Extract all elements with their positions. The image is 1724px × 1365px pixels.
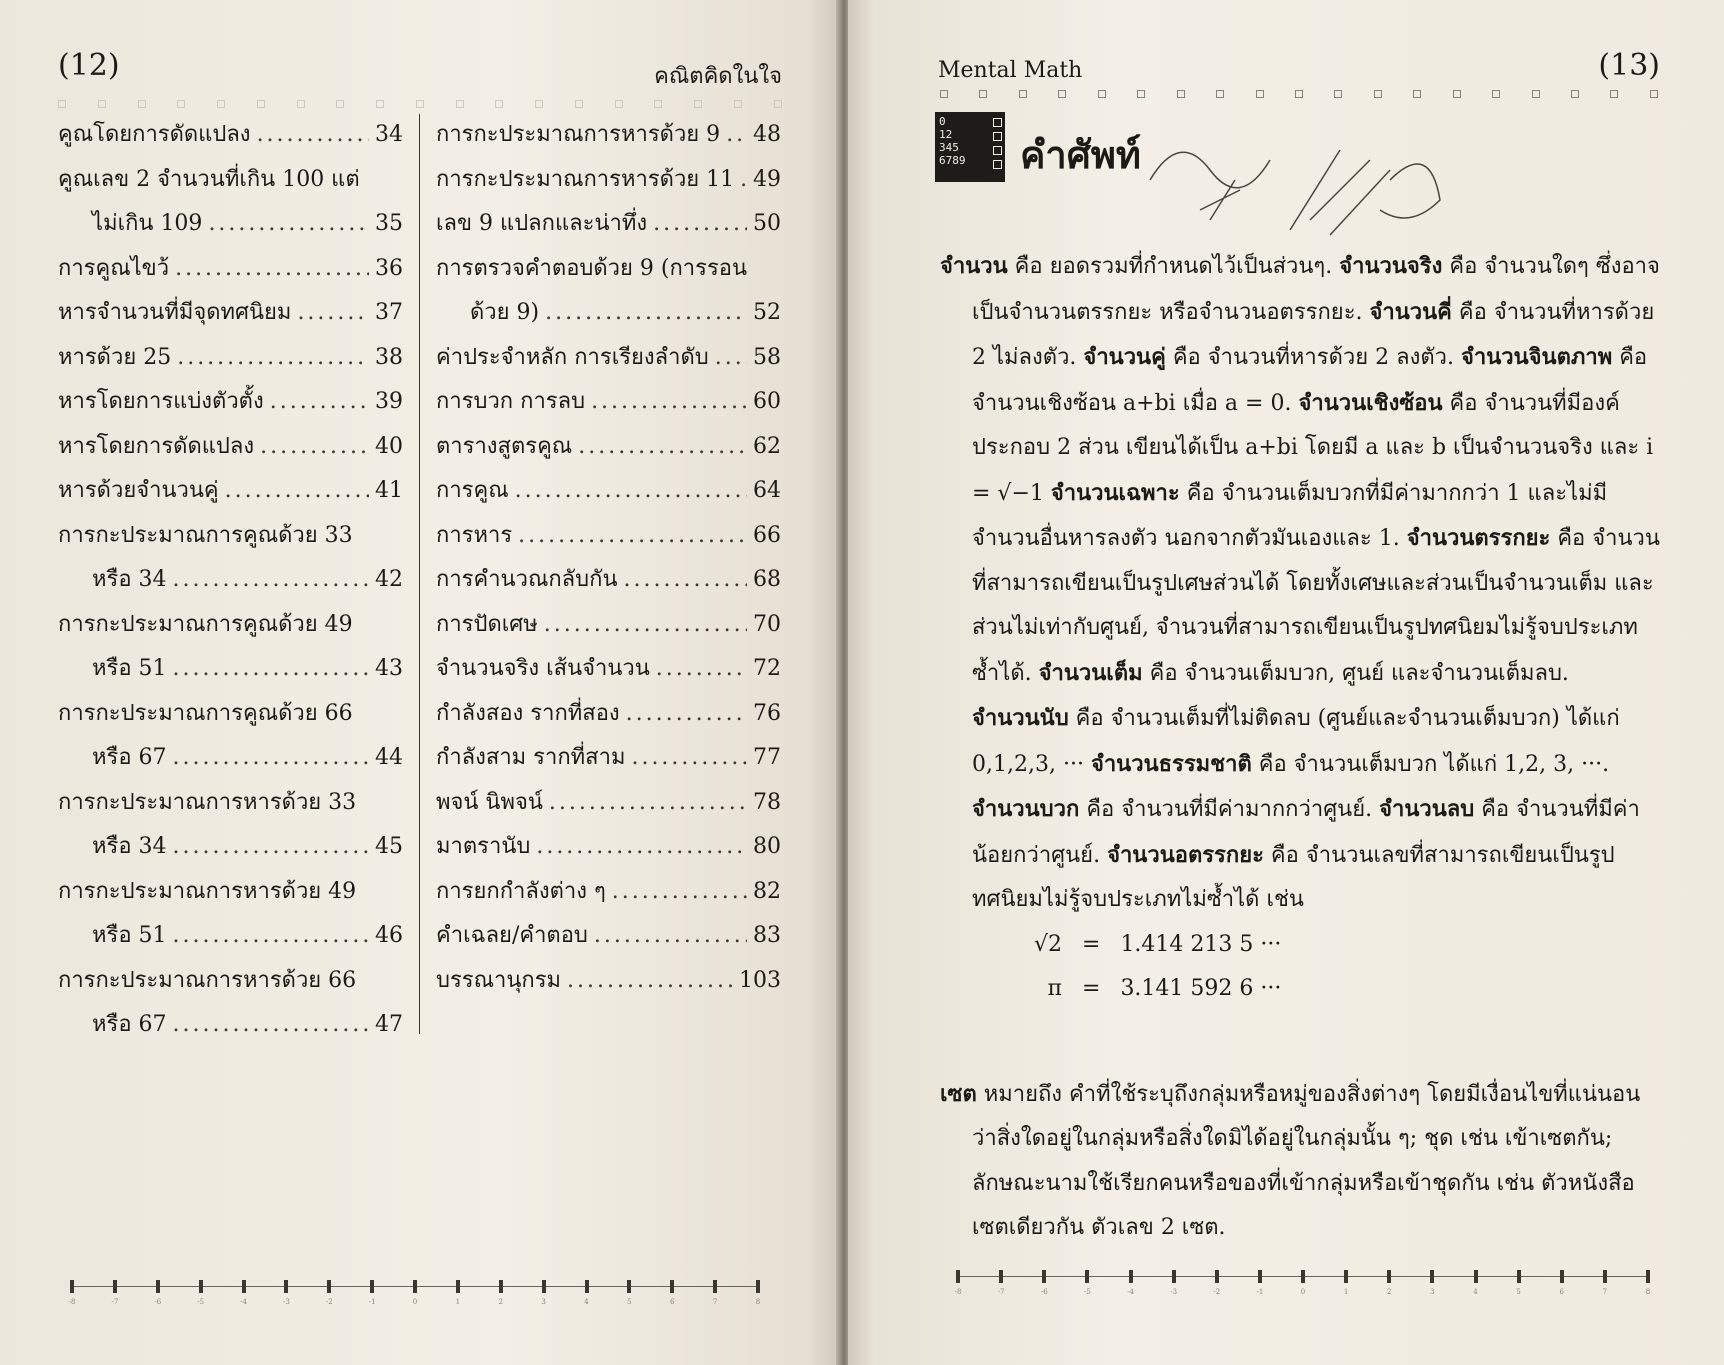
toc-dot-leader	[257, 122, 369, 147]
number-line-label: 5	[1516, 1288, 1521, 1296]
toc-entry	[436, 517, 781, 562]
toc-entry-title: ด้วย 9)	[470, 300, 540, 325]
toc-entry	[436, 650, 781, 695]
number-line-tick	[1517, 1270, 1521, 1283]
rule-dot	[98, 100, 106, 108]
toc-entry	[436, 383, 781, 428]
equation-sqrt2: √2 = 1.414 213 5 ···	[1033, 931, 1282, 957]
number-line-tick	[756, 1280, 760, 1293]
toc-entry	[58, 828, 403, 873]
number-line-tick	[1344, 1270, 1348, 1283]
toc-entry	[436, 828, 781, 873]
number-line-tick	[370, 1280, 374, 1293]
toc-dot-leader	[726, 122, 747, 147]
number-line-tick	[1646, 1270, 1650, 1283]
toc-dot-leader	[177, 345, 369, 370]
toc-dot-leader	[545, 300, 747, 325]
toc-entry	[58, 784, 403, 829]
toc-entry-page: 49	[753, 166, 781, 192]
toc-entry	[58, 472, 403, 517]
toc-entry	[58, 695, 403, 740]
number-line-tick	[1172, 1270, 1176, 1283]
rule-dot	[1295, 90, 1303, 98]
toc-entry-page: 78	[753, 789, 781, 815]
section-numbers-icon: 0 12 345 6789	[935, 112, 1005, 182]
toc-entry	[436, 250, 781, 295]
number-line-tick	[1129, 1270, 1133, 1283]
toc-dot-leader	[536, 834, 747, 859]
toc-entry-title: ตารางสูตรคูณ	[436, 433, 573, 459]
number-line-tick	[242, 1280, 246, 1293]
number-line-label: -5	[197, 1298, 205, 1306]
toc-entry-title: การกะประมาณการคูณด้วย 49	[58, 611, 353, 637]
toc-entry-title: การตรวจคำตอบด้วย 9 (การรอน	[436, 255, 748, 281]
toc-entry-title: หารโดยการดัดแปลง	[58, 433, 255, 459]
number-line-label: -8	[68, 1298, 76, 1306]
toc-entry-page: 77	[753, 745, 781, 770]
toc-entry	[436, 695, 781, 740]
toc-entry-title: การปัดเศษ	[436, 611, 538, 637]
toc-dot-leader	[173, 1012, 369, 1037]
toc-entry-title: คูณโดยการดัดแปลง	[58, 122, 251, 147]
toc-entry	[58, 873, 403, 918]
toc-dot-leader	[612, 879, 747, 904]
toc-entry	[436, 472, 781, 517]
toc-entry-page: 46	[375, 923, 403, 948]
rule-dot	[376, 100, 384, 108]
toc-column-divider	[419, 114, 420, 1034]
number-line-tick	[713, 1280, 717, 1293]
toc-dot-leader	[715, 345, 747, 370]
toc-dot-leader	[653, 211, 747, 236]
number-line-label: 1	[1343, 1288, 1349, 1296]
number-line-label: 7	[1602, 1288, 1608, 1296]
number-line-tick	[1215, 1270, 1219, 1283]
toc-entry	[436, 116, 781, 161]
toc-entry	[58, 1006, 403, 1051]
toc-entry-page: 45	[375, 834, 403, 859]
toc-entry-page: 58	[753, 344, 781, 370]
number-line-label: -7	[111, 1298, 119, 1306]
number-line-label: 6	[1559, 1288, 1564, 1296]
number-line-label: -6	[1040, 1288, 1048, 1296]
number-line-label: 0	[412, 1298, 418, 1306]
toc-entry-page: 36	[375, 255, 403, 281]
toc-entry-page: 66	[753, 522, 781, 548]
toc-entry-title: การกะประมาณการคูณด้วย 66	[58, 700, 353, 726]
toc-entry	[436, 606, 781, 651]
toc-dot-leader	[549, 790, 747, 815]
rule-dot	[1413, 90, 1421, 98]
toc-entry-title: ค่าประจำหลัก การเรียงลำดับ	[436, 344, 709, 370]
toc-entry	[436, 962, 781, 1007]
toc-entry-title: การคูณ	[436, 478, 509, 503]
toc-dot-leader	[260, 434, 369, 459]
toc-dot-leader	[297, 300, 369, 325]
toc-dot-leader	[518, 523, 747, 548]
number-line-tick	[1258, 1270, 1262, 1283]
toc-entry-title: คูณเลข 2 จำนวนที่เกิน 100 แต่	[58, 166, 360, 192]
toc-entry-page: 103	[739, 967, 781, 993]
toc-entry	[58, 739, 403, 784]
toc-entry-title: การกะประมาณการหารด้วย 49	[58, 878, 357, 904]
left-page	[0, 0, 840, 1365]
toc-entry-title: คำเฉลย/คำตอบ	[436, 923, 588, 948]
toc-entry	[58, 294, 403, 339]
rule-dot	[1571, 90, 1579, 98]
toc-entry-title: หรือ 34	[92, 567, 167, 592]
rule-dot	[1374, 90, 1382, 98]
right-dot-rule	[940, 90, 1658, 98]
number-line-tick	[1042, 1270, 1046, 1283]
rule-dot	[1098, 90, 1106, 98]
number-line-tick	[413, 1280, 417, 1293]
toc-entry-page: 80	[753, 834, 781, 859]
toc-entry-page: 47	[375, 1012, 403, 1037]
toc-dot-leader	[656, 656, 747, 681]
toc-entry	[58, 517, 403, 562]
rule-dot	[297, 100, 305, 108]
rule-dot	[615, 100, 623, 108]
number-line-tick	[1560, 1270, 1564, 1283]
toc-entry	[58, 161, 403, 206]
number-line-tick	[1430, 1270, 1434, 1283]
toc-entry-title: หารจำนวนที่มีจุดทศนิยม	[58, 300, 292, 325]
number-line-tick	[1387, 1270, 1391, 1283]
rule-dot	[1532, 90, 1540, 98]
left-number-line	[68, 1278, 761, 1318]
number-line-label: 4	[1473, 1288, 1478, 1296]
toc-dot-leader	[740, 167, 747, 192]
toc-entry	[58, 116, 403, 161]
number-line-label: 0	[1300, 1288, 1306, 1296]
toc-entry	[436, 784, 781, 829]
number-line-label: 7	[712, 1298, 718, 1306]
toc-entry-title: หรือ 67	[92, 745, 167, 770]
rule-dot	[456, 100, 464, 108]
toc-entry-page: 70	[753, 611, 781, 637]
left-dot-rule	[58, 100, 782, 108]
toc-entry-page: 68	[753, 567, 781, 592]
number-line-tick	[585, 1280, 589, 1293]
rule-dot	[1453, 90, 1461, 98]
toc-entry-title: การกะประมาณการหารด้วย 11	[436, 166, 735, 192]
number-line-label: 2	[498, 1298, 503, 1306]
number-line-label: 6	[670, 1298, 675, 1306]
toc-entry-title: เลข 9 แปลกและน่าทึ่ง	[436, 211, 648, 236]
toc-dot-leader	[631, 745, 747, 770]
rule-dot	[1256, 90, 1264, 98]
toc-dot-leader	[544, 612, 747, 637]
toc-dot-leader	[173, 834, 369, 859]
toc-dot-leader	[567, 968, 733, 993]
rule-dot	[774, 100, 782, 108]
toc-entry	[436, 205, 781, 250]
toc-entry-page: 83	[753, 923, 781, 948]
toc-entry-page: 64	[753, 478, 781, 503]
number-line-label: -3	[282, 1298, 290, 1306]
left-running-head: คณิตคิดในใจ	[654, 64, 782, 89]
toc-dot-leader	[173, 656, 369, 681]
number-line-tick	[627, 1280, 631, 1293]
toc-dot-leader	[175, 256, 369, 281]
rule-dot	[979, 90, 987, 98]
toc-entry-title: หรือ 67	[92, 1012, 167, 1037]
toc-dot-leader	[270, 389, 369, 414]
number-line-label: -8	[954, 1288, 962, 1296]
number-line-label: -7	[997, 1288, 1005, 1296]
rule-dot	[1610, 90, 1618, 98]
toc-entry-title: หารด้วย 25	[58, 344, 172, 370]
toc-dot-leader	[225, 478, 369, 503]
toc-dot-leader	[173, 923, 369, 948]
toc-entry	[436, 739, 781, 784]
toc-column-right	[436, 116, 781, 1006]
toc-entry-title: การกะประมาณการคูณด้วย 33	[58, 522, 353, 548]
number-line-label: 1	[455, 1298, 461, 1306]
rule-dot	[416, 100, 424, 108]
number-line-tick	[999, 1270, 1003, 1283]
equation-pi: π = 3.141 592 6 ···	[1047, 976, 1282, 1001]
toc-column-left	[58, 116, 403, 1051]
rule-dot	[336, 100, 344, 108]
rule-dot	[1019, 90, 1027, 98]
toc-entry-title: การคำนวณกลับกัน	[436, 567, 618, 592]
toc-entry-title: การกะประมาณการหารด้วย 33	[58, 789, 357, 815]
toc-entry-title: หรือ 34	[92, 834, 167, 859]
rule-dot	[940, 90, 948, 98]
toc-entry	[58, 561, 403, 606]
rule-dot	[1650, 90, 1658, 98]
toc-entry-title: มาตรานับ	[436, 834, 531, 859]
number-line-label: -4	[1127, 1288, 1134, 1296]
toc-entry-title: ไม่เกิน 109	[92, 211, 203, 236]
toc-entry-page: 44	[375, 745, 403, 770]
toc-dot-leader	[626, 701, 747, 726]
toc-entry	[436, 294, 781, 339]
number-line-tick	[499, 1280, 503, 1293]
toc-entry	[58, 606, 403, 651]
toc-entry	[58, 383, 403, 428]
number-line-label: -5	[1083, 1288, 1091, 1296]
toc-entry-page: 38	[375, 344, 403, 370]
number-line-tick	[199, 1280, 203, 1293]
number-line-label: 8	[755, 1298, 761, 1306]
toc-entry-title: หารโดยการแบ่งตัวตั้ง	[58, 389, 264, 414]
toc-entry-title: การกะประมาณการหารด้วย 9	[436, 122, 721, 147]
toc-dot-leader	[594, 923, 747, 948]
rule-dot	[138, 100, 146, 108]
number-line-tick	[1603, 1270, 1607, 1283]
glossary-number-definitions: จำนวน คือ ยอดรวมที่กำหนดไว้เป็นส่วนๆ. จำนวนจริง คือ จำนวนใดๆ ซึ่งอาจเป็นจำนวนตรรกยะ หรือจำนวนอตรรกยะ. จำนวนคี่ คือ จำนวนที่หารด้วย 2 ไม่ลงตัว. จำนวนคู่ คือ จำนวนที่หารด้วย 2 ลงตัว. จำนวนจินตภาพ คือ จำนวนเชิงซ้อน a+bi เมื่อ a = 0. จำนวนเชิงซ้อน คือ จำนวนที่มีองค์ประกอบ 2 ส่วน เขียนได้เป็น a+bi โดยมี a และ b เป็นจำนวนจริง และ i = √−1 จำนวนเฉพาะ คือ จำนวนเต็มบวกที่มีค่ามากกว่า 1 และไม่มีจำนวนอื่นหารลงตัว นอกจากตัวมันเองและ 1. จำนวนตรรกยะ คือ จำนวนที่สามารถเขียนเป็นรูปเศษส่วนได้ โดยทั้งเศษและส่วนเป็นจำนวนเต็ม และส่วนไม่เท่ากับศูนย์, จำนวนที่สามารถเขียนเป็นรูปทศนิยมไม่รู้จบประเภทซ้ำได้. จำนวนเต็ม คือ จำนวนเต็มบวก, ศูนย์ และจำนวนเต็มลบ. จำนวนนับ คือ จำนวนเต็มที่ไม่ติดลบ (ศูนย์และจำนวนเต็มบวก) ได้แก่ 0,1,2,3, ··· จำนวนธรรมชาติ คือ จำนวนเต็มบวก ได้แก่ 1,2, 3, ···. จำนวนบวก คือ จำนวนที่มีค่ามากกว่าศูนย์. จำนวนลบ คือ จำนวนที่มีค่าน้อยกว่าศูนย์. จำนวนอตรรกยะ คือ จำนวนเลขที่สามารถเขียนเป็นรูปทศนิยมไม่รู้จบประเภทไม่ซ้ำได้ เช่น	[940, 253, 1660, 912]
toc-entry-title: กำลังสาม รากที่สาม	[436, 745, 626, 770]
toc-entry-title: การหาร	[436, 522, 513, 548]
number-line-label: -3	[1170, 1288, 1178, 1296]
toc-entry-page: 52	[753, 300, 781, 325]
rule-dot	[1216, 90, 1224, 98]
toc-entry-page: 42	[375, 567, 403, 592]
left-page-number: (12)	[58, 48, 120, 83]
toc-entry-page: 43	[375, 656, 403, 681]
number-line-tick	[284, 1280, 288, 1293]
number-line-label: 4	[584, 1298, 589, 1306]
glossary-set-definition: เซต หมายถึง คำที่ใช้ระบุถึงกลุ่มหรือหมู่ของสิ่งต่างๆ โดยมีเงื่อนไขที่แน่นอนว่าสิ่งใดอยู่ในกลุ่มหรือสิ่งใดมิได้อยู่ในกลุ่มนั้น ๆ; ชุด เช่น เข้าเซตกัน; ลักษณะนามใช้เรียกคนหรือของที่เข้ากลุ่มหรือเข้าชุดกัน เช่น ตัวหนังสือเซตเดียวกัน ตัวเลข 2 เซต.	[940, 1080, 1641, 1240]
toc-entry-page: 39	[375, 389, 403, 414]
toc-dot-leader	[591, 389, 747, 414]
number-line-label: -4	[240, 1298, 247, 1306]
toc-entry	[436, 917, 781, 962]
toc-entry	[436, 561, 781, 606]
number-line-label: 8	[1645, 1288, 1651, 1296]
rule-dot	[217, 100, 225, 108]
toc-dot-leader	[208, 211, 369, 236]
rule-dot	[58, 100, 66, 108]
toc-dot-leader	[173, 567, 369, 592]
toc-entry-page: 82	[753, 878, 781, 904]
rule-dot	[1334, 90, 1342, 98]
number-line-label: 3	[1430, 1288, 1435, 1296]
right-page-number: (13)	[1598, 48, 1660, 83]
toc-entry	[436, 339, 781, 384]
rule-dot	[575, 100, 583, 108]
toc-entry	[58, 650, 403, 695]
number-line-tick	[113, 1280, 117, 1293]
toc-entry-page: 40	[375, 433, 403, 459]
toc-entry-page: 41	[375, 478, 403, 503]
toc-entry	[436, 873, 781, 918]
number-line-tick	[327, 1280, 331, 1293]
toc-entry-title: หรือ 51	[92, 923, 167, 948]
right-number-line	[954, 1268, 1651, 1308]
number-line-tick	[1301, 1270, 1305, 1283]
number-line-tick	[542, 1280, 546, 1293]
toc-entry-page: 35	[375, 211, 403, 236]
pen-scribble	[1140, 120, 1460, 240]
rule-dot	[535, 100, 543, 108]
toc-entry-page: 37	[375, 300, 403, 325]
toc-entry-page: 76	[753, 700, 781, 726]
rule-dot	[1492, 90, 1500, 98]
toc-entry-title: การยกกำลังต่าง ๆ	[436, 878, 606, 904]
number-line-label: -2	[1213, 1288, 1221, 1296]
toc-entry-title: หรือ 51	[92, 656, 167, 681]
toc-dot-leader	[515, 478, 747, 503]
toc-entry-page: 34	[375, 122, 403, 147]
rule-dot	[734, 100, 742, 108]
number-line-label: -1	[368, 1298, 376, 1306]
number-line-label: 5	[627, 1298, 632, 1306]
toc-entry-title: จำนวนจริง เส้นจำนวน	[436, 656, 650, 681]
number-line-tick	[156, 1280, 160, 1293]
toc-entry-title: หารด้วยจำนวนคู่	[58, 478, 219, 503]
section-title: คำศัพท์	[1020, 133, 1141, 177]
toc-entry	[436, 161, 781, 206]
right-running-head: Mental Math	[938, 58, 1083, 83]
toc-entry-title: การกะประมาณการหารด้วย 66	[58, 967, 357, 993]
toc-entry	[58, 917, 403, 962]
rule-dot	[177, 100, 185, 108]
toc-entry-title: พจน์ นิพจน์	[436, 789, 543, 815]
toc-entry-title: การคูณไขว้	[58, 255, 170, 281]
number-line-label: -1	[1256, 1288, 1264, 1296]
toc-entry-title: บรรณานุกรม	[436, 967, 562, 993]
number-line-tick	[1474, 1270, 1478, 1283]
number-line-tick	[956, 1270, 960, 1283]
glossary-body	[940, 244, 1660, 1251]
number-line-label: 3	[541, 1298, 546, 1306]
toc-entry-title: การบวก การลบ	[436, 389, 586, 414]
rule-dot	[1177, 90, 1185, 98]
toc-dot-leader	[173, 745, 369, 770]
number-line-tick	[456, 1280, 460, 1293]
rule-dot	[1137, 90, 1145, 98]
toc-entry	[58, 250, 403, 295]
toc-dot-leader	[578, 434, 747, 459]
toc-entry	[58, 962, 403, 1007]
number-line-tick	[70, 1280, 74, 1293]
rule-dot	[495, 100, 503, 108]
number-line-label: 2	[1387, 1288, 1392, 1296]
toc-entry	[436, 428, 781, 473]
rule-dot	[257, 100, 265, 108]
toc-entry-page: 50	[753, 211, 781, 236]
toc-entry-page: 48	[753, 122, 781, 147]
toc-entry	[58, 205, 403, 250]
rule-dot	[654, 100, 662, 108]
toc-entry-page: 72	[753, 656, 781, 681]
toc-entry	[58, 339, 403, 384]
toc-dot-leader	[624, 567, 748, 592]
number-line-tick	[670, 1280, 674, 1293]
rule-dot	[694, 100, 702, 108]
toc-entry-page: 60	[753, 389, 781, 414]
toc-entry	[58, 428, 403, 473]
number-line-label: -2	[325, 1298, 333, 1306]
rule-dot	[1058, 90, 1066, 98]
number-line-tick	[1085, 1270, 1089, 1283]
number-line-label: -6	[154, 1298, 162, 1306]
toc-entry-title: กำลังสอง รากที่สอง	[436, 700, 620, 726]
toc-entry-page: 62	[753, 433, 781, 459]
